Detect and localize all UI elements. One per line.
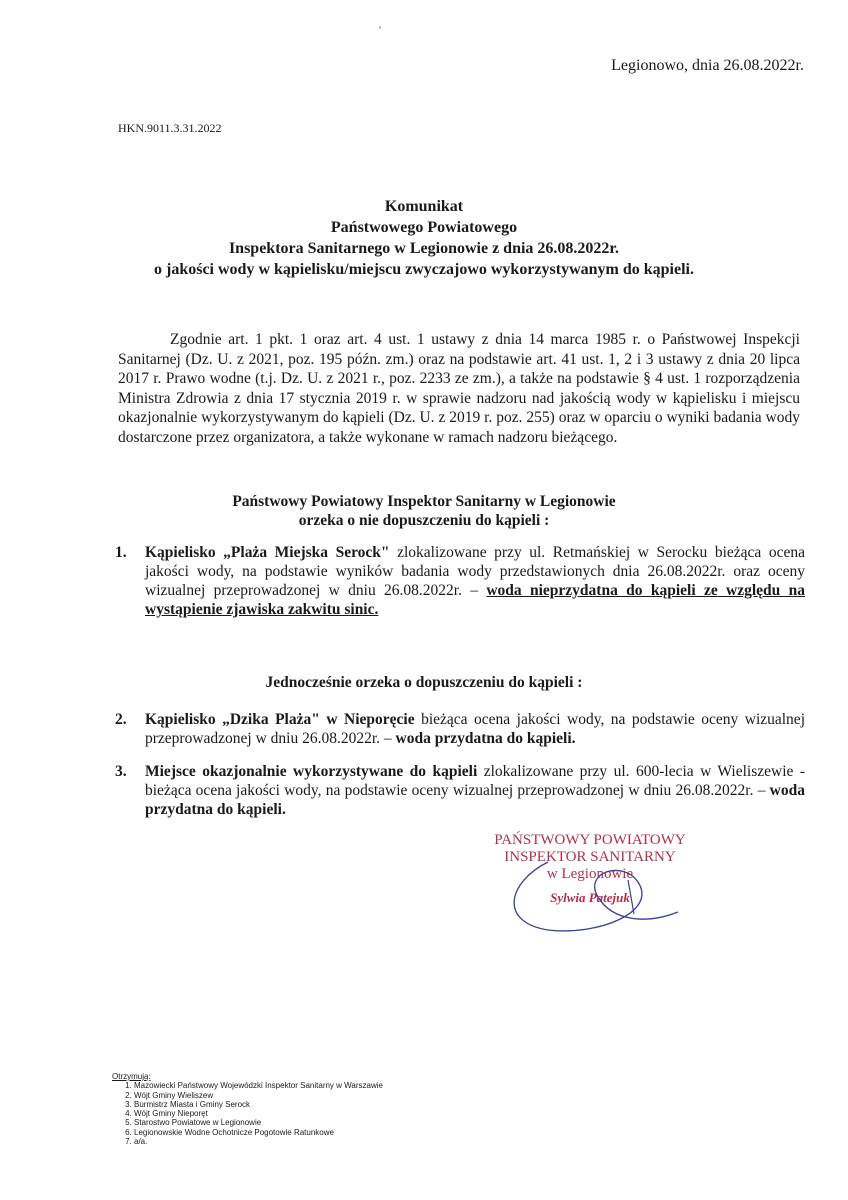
item-2-name: Kąpielisko „Dzika Plaża" w Nieporęcie — [145, 711, 415, 728]
item-3-text: zlokalizowane przy ul. 600-lecia w Wieliszewie - bieżąca ocena jakości wody, na podstawie oceny wizualnej przeprowadzonej w dniu 26.08.2022r. – — [145, 763, 805, 799]
item-2-text: bieżąca ocena jakości wody, na podstawie oceny wizualnej przeprowadzonej w dniu 26.08.2022r. – — [145, 711, 805, 747]
recipient-item: 5. Starostwo Powiatowe w Legionowie — [134, 1118, 383, 1127]
item-2-number: 2. — [115, 711, 127, 728]
stamp-line-3: w Legionowie — [546, 866, 634, 882]
item-1-verdict: woda nieprzydatna do kąpieli ze względu na wystąpienie zjawiska zakwitu sinic. — [145, 582, 805, 618]
official-stamp — [470, 832, 710, 906]
title-line-3: Inspektora Sanitarnego w Legionowie z dnia 26.08.2022r. — [228, 240, 620, 257]
decision-heading-1 — [0, 492, 848, 530]
document-title — [0, 196, 848, 280]
list-item-2 — [115, 710, 805, 748]
title-line-4: o jakości wody w kąpielisku/miejscu zwyczajowo wykorzystywanym do kąpieli. — [153, 261, 694, 278]
recipients-list — [112, 1072, 383, 1146]
recipient-item: 3. Burmistrz Miasta i Gminy Serock — [134, 1100, 383, 1109]
item-1-name: Kąpielisko „Plaża Miejska Serock" — [145, 544, 390, 561]
title-line-2: Państwowego Powiatowego — [330, 219, 518, 236]
recipient-item: 7. a/a. — [134, 1137, 383, 1146]
decision-heading-2: Jednocześnie orzeka o dopuszczeniu do kąpieli : — [265, 674, 583, 691]
list-item-1 — [115, 543, 805, 619]
recipient-item: 6. Legionowskie Wodne Ochotnicze Pogotowie Ratunkowe — [134, 1128, 383, 1137]
decision-1-line-2: orzeka o nie dopuszczeniu do kąpieli : — [298, 512, 550, 529]
scan-speck: ˊ — [378, 24, 382, 38]
decision-1-line-1: Państwowy Powiatowy Inspektor Sanitarny w Legionowie — [232, 493, 616, 510]
intro-paragraph: Zgodnie art. 1 pkt. 1 oraz art. 4 ust. 1 ustawy z dnia 14 marca 1985 r. o Państwowej Inspekcji Sanitarnej (Dz. U. z 2021, poz. 195 późn. zm.) oraz na podstawie art. 41 ust. 1, 2 i 3 ustawy z dnia 20 lipca 2017 r. Prawo wodne (t.j. Dz. U. z 2021 r., poz. 2233 ze zm.), a także na podstawie § 4 ust. 1 rozporządzenia Ministra Zdrowia z dnia 17 stycznia 2019 r. w sprawie nadzoru nad jakością wody w kąpielisku i miejscu okazjonalnie wykorzystywanym do kąpieli (Dz. U. z 2019 r. poz. 255) oraz w oparciu o wyniki badania wody dostarczone przez organizatora, a także wykonane w ramach nadzoru bieżącego. — [118, 331, 800, 446]
item-2-verdict: woda przydatna do kąpieli. — [395, 730, 576, 747]
recipient-item: 2. Wójt Gminy Wieliszew — [134, 1091, 383, 1100]
stamp-line-2: INSPEKTOR SANITARNY — [504, 849, 676, 865]
item-1-number: 1. — [115, 544, 127, 561]
item-3-verdict: woda przydatna do kąpieli. — [145, 782, 805, 818]
item-1-text: zlokalizowane przy ul. Retmańskiej w Serocku bieżąca ocena jakości wody, na podstawie wyników badania wody przedstawionych dnia 26.08.2022r. oraz oceny wizualnej przeprowadzonej w dniu 26.08.2022r. – — [145, 544, 805, 599]
stamp-signature-name: Sylwia Patejuk — [550, 890, 630, 905]
reference-number: HKN.9011.3.31.2022 — [118, 121, 222, 135]
stamp-line-1: PAŃSTWOWY POWIATOWY — [494, 832, 686, 848]
list-item-3 — [115, 762, 805, 819]
item-3-number: 3. — [115, 763, 127, 780]
document-date: Legionowo, dnia 26.08.2022r. — [611, 57, 804, 74]
handwritten-signature — [488, 852, 688, 942]
item-3-name: Miejsce okazjonalnie wykorzystywane do kąpieli — [145, 763, 478, 780]
recipient-item: 1. Mazowiecki Państwowy Wojewódzki Inspektor Sanitarny w Warszawie — [134, 1081, 383, 1090]
recipient-item: 4. Wójt Gminy Nieporęt — [134, 1109, 383, 1118]
title-line-1: Komunikat — [384, 198, 464, 215]
recipients-title: Otrzymują: — [112, 1072, 151, 1081]
